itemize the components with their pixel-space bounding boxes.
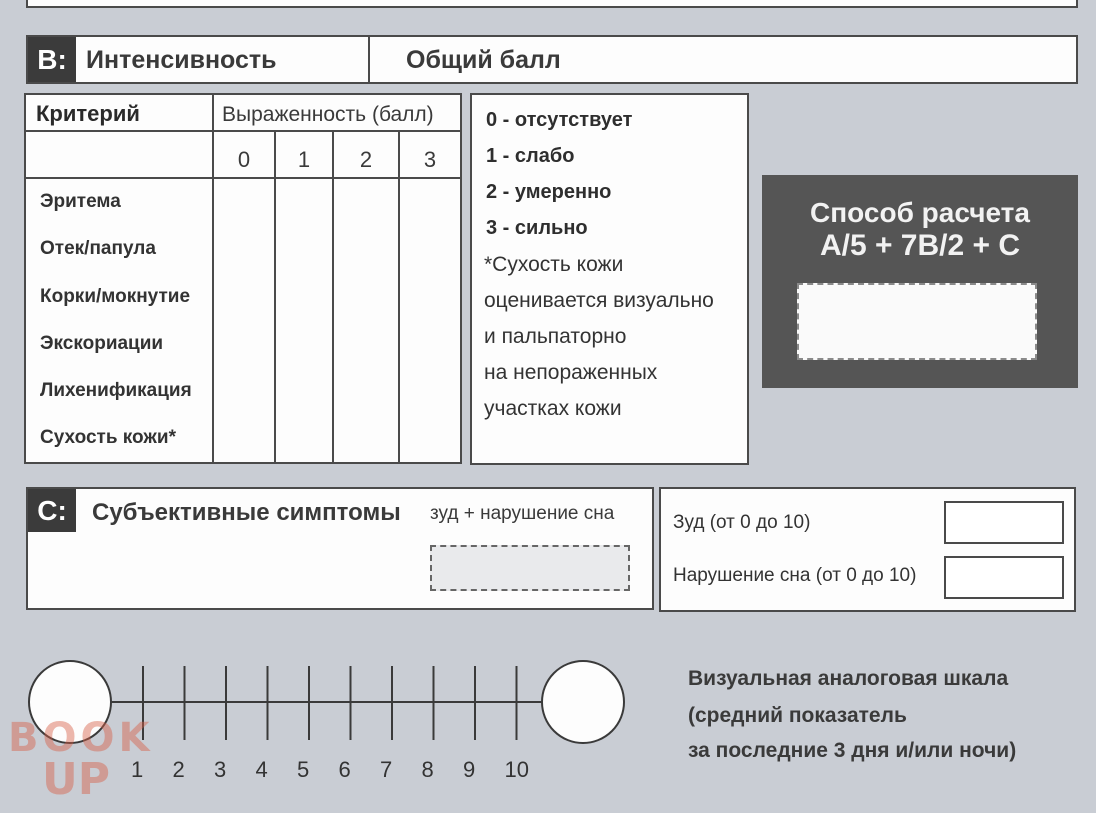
scale-tick-label: 3 xyxy=(214,757,227,782)
table-column-line xyxy=(274,130,276,462)
criterion-row: Эритема xyxy=(40,191,121,212)
criterion-row: Экскориации xyxy=(40,333,164,354)
scale-tick-label: 9 xyxy=(463,757,476,782)
top-border-remnant xyxy=(26,0,1078,8)
calculation-formula: А/5 + 7В/2 + С xyxy=(819,229,1021,262)
legend-level: 3 - сильно xyxy=(486,217,588,239)
scale-tick-label: 2 xyxy=(172,757,185,782)
scale-tick-label: 8 xyxy=(421,757,434,782)
legend-note-line: и пальпаторно xyxy=(484,325,627,348)
legend-note-line: *Сухость кожи xyxy=(484,253,624,276)
scale-tick-label: 4 xyxy=(255,757,268,782)
criteria-table xyxy=(24,93,462,464)
scale-description-line: (средний показатель xyxy=(688,704,907,727)
criterion-row: Лихенификация xyxy=(40,380,192,401)
legend-level: 0 - отсутствует xyxy=(486,109,633,131)
symptom-inputs xyxy=(659,487,1076,612)
score-header-1: 1 xyxy=(297,147,311,172)
sleep-label: Нарушение сна (от 0 до 10) xyxy=(673,565,917,586)
section-c-title: Субъективные симптомы xyxy=(92,499,401,526)
itch-label: Зуд (от 0 до 10) xyxy=(673,512,811,533)
score-header-3: 3 xyxy=(423,147,437,172)
criterion-row: Сухость кожи* xyxy=(40,427,176,448)
table-column-line xyxy=(332,130,334,462)
section-b-title: Интенсивность xyxy=(86,46,277,74)
calculation-result-field[interactable] xyxy=(797,283,1037,360)
total-score-label: Общий балл xyxy=(406,46,561,74)
scale-tick-label: 6 xyxy=(338,757,351,782)
legend-note-line: на непораженных xyxy=(484,361,658,384)
table-rule xyxy=(26,130,460,132)
scale-description-line: за последние 3 дня и/или ночи) xyxy=(688,739,1017,762)
table-column-line xyxy=(212,95,214,462)
legend-level: 2 - умеренно xyxy=(486,181,612,203)
section-c-letter: С: xyxy=(28,489,76,532)
scale-tick-label: 1 xyxy=(131,757,144,782)
calculation-title: Способ расчета xyxy=(810,197,1030,228)
watermark-logo xyxy=(8,715,168,808)
criterion-row: Корки/мокнутие xyxy=(40,286,191,307)
scale-end-circle[interactable] xyxy=(542,661,624,743)
calculation-panel xyxy=(762,175,1078,388)
scale-description-line: Визуальная аналоговая шкала xyxy=(688,667,1009,690)
severity-header: Выраженность (балл) xyxy=(222,103,434,126)
itch-field[interactable] xyxy=(944,501,1064,544)
score-header-0: 0 xyxy=(237,147,251,172)
section-b-letter: B: xyxy=(28,37,76,82)
scale-tick-label: 5 xyxy=(297,757,310,782)
header-divider xyxy=(368,37,370,82)
watermark-line-2: UP xyxy=(42,754,110,805)
score-legend xyxy=(470,93,749,465)
score-header-2: 2 xyxy=(359,147,373,172)
legend-note-line: оценивается визуально xyxy=(484,289,714,312)
legend-level: 1 - слабо xyxy=(486,145,575,167)
scale-tick-label: 10 xyxy=(504,757,529,782)
criterion-header: Критерий xyxy=(36,101,140,126)
legend-note-line: участках кожи xyxy=(484,397,622,420)
symptom-sum-field[interactable] xyxy=(430,545,630,591)
criterion-row: Отек/папула xyxy=(40,238,156,259)
table-rule xyxy=(26,177,460,179)
scale-tick-label: 7 xyxy=(380,757,393,782)
section-b-header xyxy=(26,35,1078,84)
symptom-sum-label: зуд + нарушение сна xyxy=(430,503,615,524)
sleep-field[interactable] xyxy=(944,556,1064,599)
table-column-line xyxy=(398,130,400,462)
section-c xyxy=(26,487,654,610)
watermark-line-1: BOOK xyxy=(8,715,154,761)
